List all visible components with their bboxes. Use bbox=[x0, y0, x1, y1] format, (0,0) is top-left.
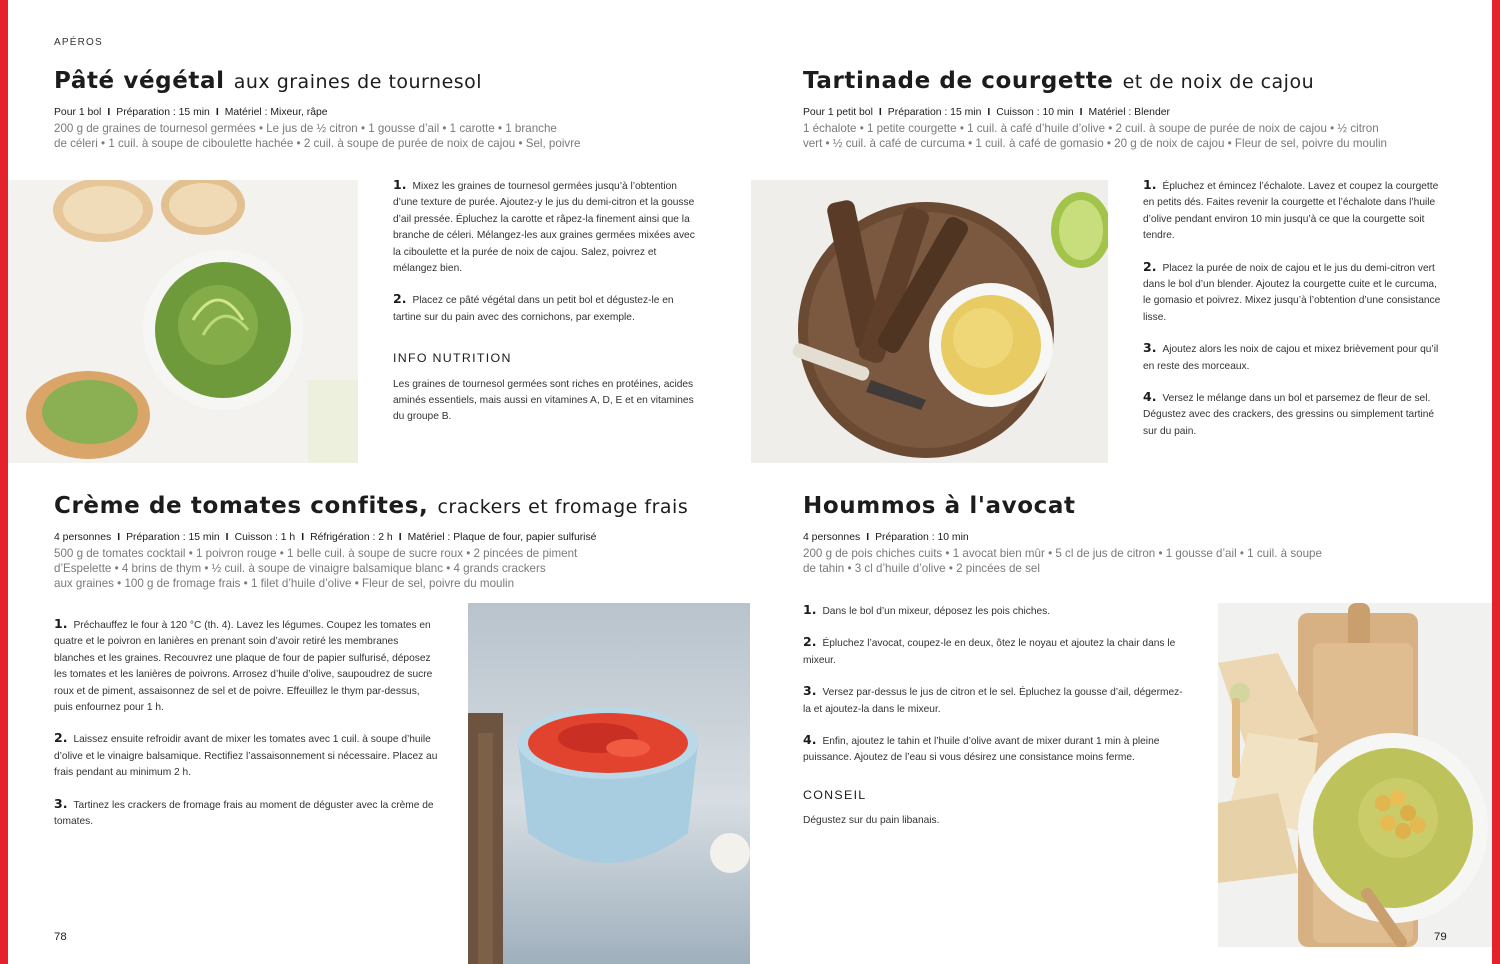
steps-creme-tomates bbox=[54, 616, 439, 844]
step-item: 2. Épluchez l’avocat, coupez-le en deux, ôtez le noyau et ajoutez la chair dans le mixeur. bbox=[803, 634, 1176, 666]
steps-hoummos bbox=[803, 602, 1183, 830]
ingredients-tartinade: 1 échalote • 1 petite courgette • 1 cuil. à café d’huile d’olive • 2 cuil. à soupe de purée de noix de cajou • ½ citron vert • ½ cuil. à café de curcuma • 1 cuil. à café de gomasio • 20 g de noix de cajou • Fleur de sel, poivre du moulin bbox=[803, 122, 1387, 150]
step-item: 3. Tartinez les crackers de fromage frais au moment de déguster avec la crème de tomates. bbox=[54, 795, 434, 828]
ingredients-pate: 200 g de graines de tournesol germées • Le jus de ½ citron • 1 gousse d’ail • 1 carotte • 1 branche de céleri • 1 cuil. à soupe de ciboulette hachée • 2 cuil. à soupe de purée de noix de cajou • Sel, poivre bbox=[54, 122, 581, 150]
green-pate-bowl-photo bbox=[8, 180, 358, 463]
step-item: 1. Mixez les graines de tournesol germées jusqu’à l’obtention d’une texture de purée. Ajoutez-y le jus du demi-citron et la gousse d’ail pressée. Épluchez la carotte et râpez-la finement ainsi que la branche de céleri. Mélangez-les aux graines germées mixées avec la ciboulette et la purée de noix de cajou. Salez, poivrez et mélangez bien. bbox=[393, 177, 695, 275]
page-number-right: 79 bbox=[1434, 931, 1447, 943]
step-item: 3. Versez par-dessus le jus de citron et le sel. Épluchez la gousse d’ail, dégermez-la et ajoutez-la dans le mixeur. bbox=[803, 683, 1183, 715]
steps-pate bbox=[393, 177, 701, 426]
recipe-title-hoummos: Hoummos à l'avocat bbox=[803, 493, 1076, 519]
step-item: 3. Ajoutez alors les noix de cajou et mixez brièvement pour qu’il en reste des morceaux. bbox=[1143, 340, 1439, 372]
zucchini-spread-board-photo bbox=[751, 180, 1108, 463]
step-item: 1. Dans le bol d’un mixeur, déposez les pois chiches. bbox=[803, 602, 1051, 617]
ingredients-creme-tomates: 500 g de tomates cocktail • 1 poivron rouge • 1 belle cuil. à soupe de sucre roux • 2 pincées de piment d’Espelette • 4 brins de thym • ½ cuil. à soupe de vinaigre balsamique blanc • 4 grands crackers aux graines • 100 g de fromage frais • 1 filet d’huile d’olive • Fleur de sel, poivre du moulin bbox=[54, 547, 578, 590]
left-red-edge bbox=[0, 0, 8, 964]
tomato-cream-bowl-photo bbox=[468, 603, 750, 964]
recipe-title-tartinade: Tartinade de courgette et de noix de cajou bbox=[803, 68, 1315, 94]
note-nutrition: INFO NUTRITION Les graines de tournesol germées sont riches en protéines, acides aminés essentiels, mais aussi en vitamines A, D, E et en vitamines du groupe B. bbox=[393, 351, 694, 423]
recipe-title-pate: Pâté végétal aux graines de tournesol bbox=[54, 68, 483, 94]
recipe-meta-hoummos: 4 personnes I Préparation : 10 min bbox=[803, 532, 969, 543]
avocado-hummus-plate-photo bbox=[1218, 603, 1492, 947]
step-item: 4. Enfin, ajoutez le tahin et l’huile d’olive avant de mixer durant 1 min à pleine puissance. Ajoutez de l’eau si vous désirez une consistance moins ferme. bbox=[803, 732, 1160, 764]
ingredients-hoummos: 200 g de pois chiches cuits • 1 avocat bien mûr • 5 cl de jus de citron • 1 gousse d’ail • 1 cuil. à soupe de tahin • 3 cl d’huile d’olive • 2 pincées de sel bbox=[803, 547, 1322, 575]
step-item: 1. Préchauffez le four à 120 °C (th. 4). Lavez les légumes. Coupez les tomates en quatre et le poivron en lanières en prenant soin d’avoir retiré les membranes blanches et les graines. Recouvrez une plaque de four de papier sulfurisé, déposez les tomates et les lanières de poivrons. Arrosez d’huile d’olive, saupoudrez de sucre roux et de piment, assaisonnez de sel et de poivre. Effeuillez le thym par-dessus, puis enfournez pour 1 h. bbox=[54, 616, 433, 714]
recipe-meta-tartinade: Pour 1 petit bol I Préparation : 15 min I Cuisson : 10 min I Matériel : Blender bbox=[803, 107, 1170, 118]
section-label: APÉROS bbox=[54, 37, 103, 48]
step-item: 4. Versez le mélange dans un bol et parsemez de fleur de sel. Dégustez avec des crackers, des gressins ou simplement tartiné sur du pain. bbox=[1143, 389, 1435, 437]
step-item: 2. Placez la purée de noix de cajou et le jus du demi-citron vert dans le bol d’un blender. Ajoutez la courgette cuite et le curcuma, le gomasio et poivrez. Mixez jusqu’à l’obtention d’une consistance lisse. bbox=[1143, 258, 1441, 323]
page-number-left: 78 bbox=[54, 931, 67, 943]
note-conseil: CONSEIL Dégustez sur du pain libanais. bbox=[803, 787, 940, 827]
step-item: 2. Placez ce pâté végétal dans un petit bol et dégustez-le en tartine sur du pain avec des cornichons, par exemple. bbox=[393, 291, 674, 323]
steps-tartinade bbox=[1143, 177, 1443, 454]
recipe-meta-creme-tomates: 4 personnes I Préparation : 15 min I Cuisson : 1 h I Réfrigération : 2 h I Matériel : Plaque de four, papier sulfurisé bbox=[54, 532, 597, 543]
right-red-edge bbox=[1492, 0, 1500, 964]
step-item: 1. Épluchez et émincez l’échalote. Lavez et coupez la courgette en petits dés. Faites revenir la courgette et l’échalote dans l’huile d’olive pendant environ 10 min jusqu’à ce que la courgette soit tendre. bbox=[1143, 177, 1439, 242]
step-item: 2. Laissez ensuite refroidir avant de mixer les tomates avec 1 cuil. à soupe d’huile d’olive et le vinaigre balsamique. Rectifiez l’assaisonnement si nécessaire. Placez au frais pendant au minimum 2 h. bbox=[54, 730, 438, 779]
recipe-title-creme-tomates: Crème de tomates confites, crackers et fromage frais bbox=[54, 493, 689, 519]
recipe-meta-pate: Pour 1 bol I Préparation : 15 min I Matériel : Mixeur, râpe bbox=[54, 107, 328, 118]
